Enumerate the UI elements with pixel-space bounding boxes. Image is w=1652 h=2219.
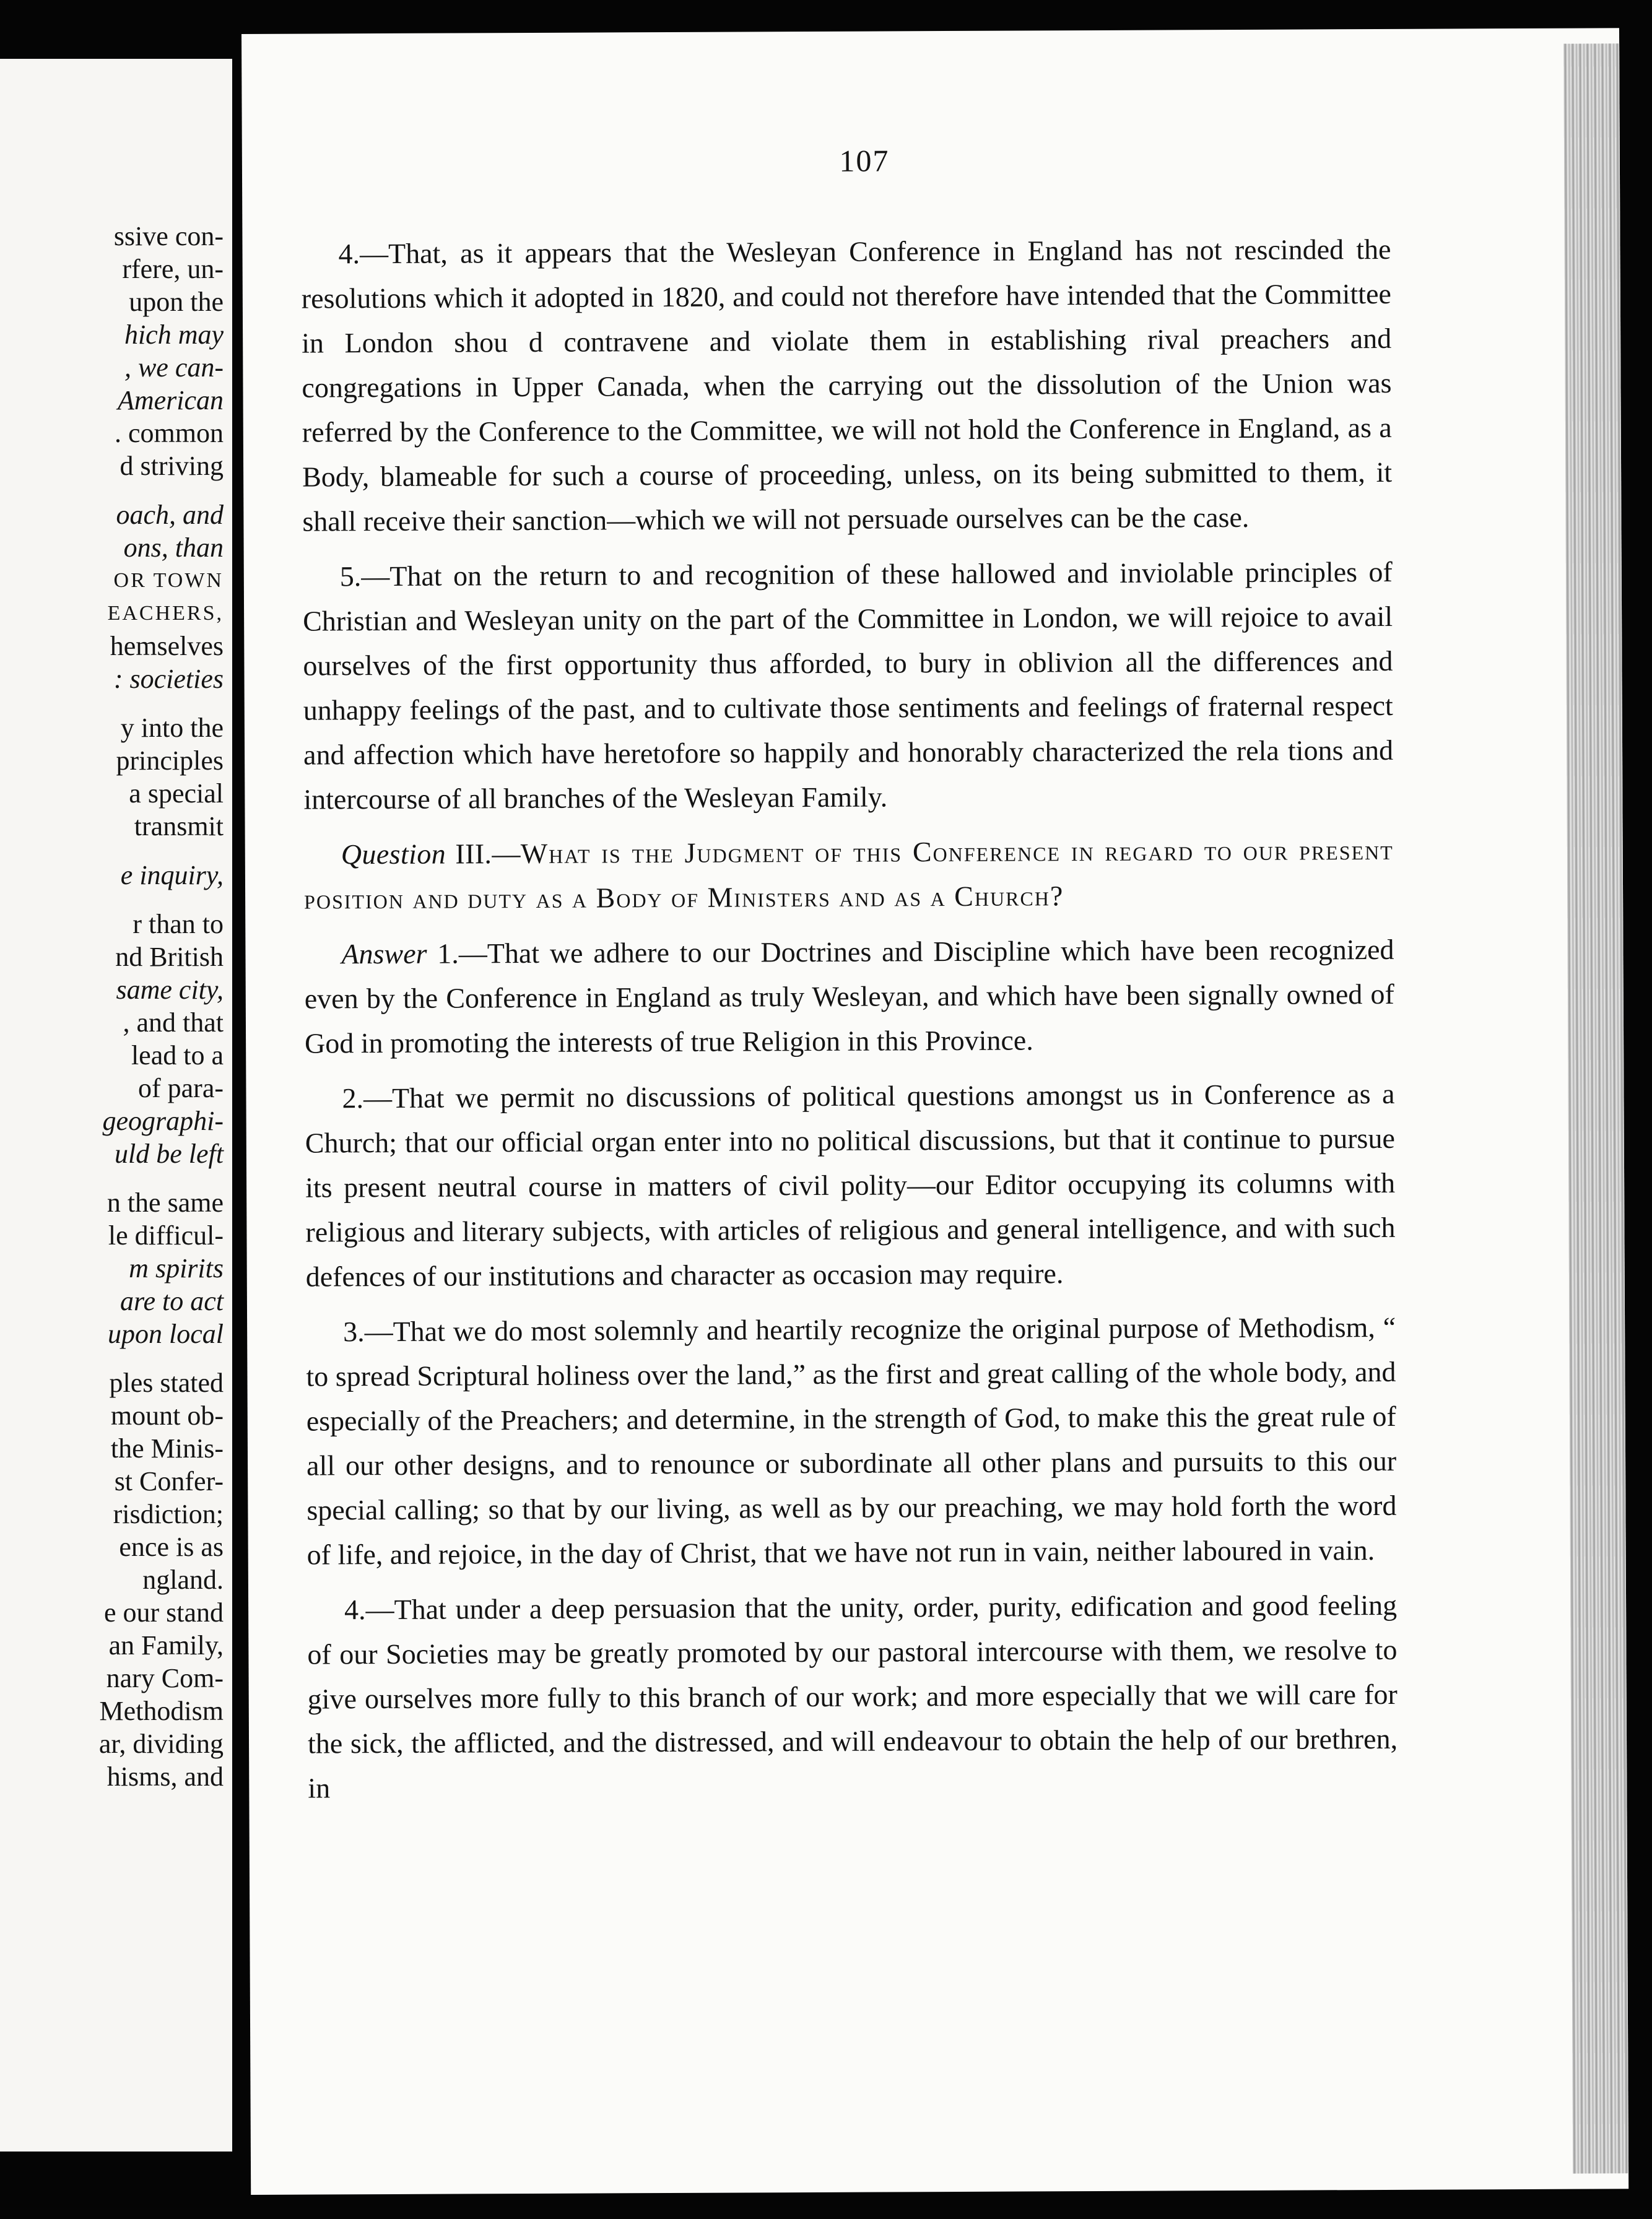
previous-page-line [0,1170,224,1186]
previous-page-line: nary Com- [106,1663,224,1693]
previous-page-line: are to act [120,1286,224,1316]
previous-page-line: geographi- [102,1106,224,1136]
previous-page-line: ons, than [123,532,224,563]
previous-page-line: n the same [107,1188,224,1218]
previous-page-line: e inquiry, [120,860,224,890]
previous-page-line: risdiction; [113,1499,224,1529]
previous-page-text [0,220,224,1793]
paragraph-resolution-4: 4.—That, as it appears that the Wesleyan Conference in England has not rescinded the resolutions which it adopted in 1820, and could not therefore have intended that the Committee in London shou d contravene and violate them in establishing rival preachers and congregations in Upper Canada, when the carrying out the dissolution of the Union was referred by the Conference to the Committee, we will not hold the Conference in England, as a Body, blameable for such a course of proceeding, unless, on its being submitted to them, it shall receive their sanction—which we will not persuade ourselves can be the case. [301,233,1393,537]
previous-page-line: upon local [108,1319,224,1349]
previous-page-line: hemselves [110,631,224,661]
previous-page-line: upon the [129,287,224,317]
current-page [241,28,1628,2195]
previous-page-line [0,892,224,908]
previous-page-line [0,1350,224,1366]
previous-page-line: rfere, un- [122,254,224,284]
previous-page-line: oach, and [116,500,224,530]
previous-page-line: lead to a [131,1040,224,1070]
answer-one [304,927,1394,1066]
previous-page-line: ssive con- [113,221,224,251]
previous-page-line: the Minis- [110,1433,224,1464]
previous-page-line: EACHERS, [107,602,224,625]
previous-page [0,59,232,2152]
previous-page-line: ar, dividing [98,1729,224,1759]
previous-page-line: Methodism [99,1696,224,1726]
paragraph-resolution-5: 5.—That on the return to and recognition of these hallowed and inviolable principles of Christian and Wesleyan unity on the part of the Committee in London, we will rejoice to avail ourselves of the first opportunity thus afforded, to bury in oblivion all the differences and unhappy feelings of the past, and to cultivate those sentiments and feelings of fraternal respect and affection which have heretofore so happily and honorably characterized the rela tions and intercourse of all branches of the Wesleyan Family. [303,555,1394,815]
previous-page-line: principles [116,745,224,776]
previous-page-line: an Family, [108,1630,224,1661]
answer-label: Answer [341,937,427,970]
previous-page-line: ples stated [109,1368,224,1398]
previous-page-line: le difficul- [108,1220,224,1251]
previous-page-line: same city, [116,975,224,1005]
previous-page-line: d striving [120,451,224,481]
question-text: What is the Judgment of this Conference in regard to our present position and duty as a Body of Ministers and as a Church? [303,833,1394,915]
answer-two: 2.—That we permit no discussions of political questions amongst us in Conference as a Church; that our official organ enter into no political discussions, but that it continue to pursue its present neutral course in matters of civil polity—our Editor occupying its columns with religious and literary subjects, with articles of religious and general intelligence, and with such defences of our institutions and character as occasion may require. [305,1077,1396,1293]
previous-page-line: e our stand [103,1597,224,1628]
previous-page-line: transmit [134,811,224,841]
previous-page-line: hisms, and [107,1761,224,1792]
previous-page-line: , we can- [124,352,224,383]
previous-page-line: nd British [115,942,224,972]
previous-page-line: American [117,385,224,415]
previous-page-line: hich may [124,319,224,350]
question-label: Question [341,838,446,871]
previous-page-line: . common [115,418,224,448]
previous-page-line: y into the [120,713,224,743]
previous-page-line: ence is as [119,1532,224,1562]
previous-page-line: uld be left [115,1139,224,1169]
previous-page-line: : societies [113,664,224,694]
previous-page-line: st Confer- [114,1466,224,1496]
question-number: III.— [455,838,521,870]
previous-page-line: m spirits [129,1253,224,1283]
answer-one-text: 1.—That we adhere to our Doctrines and Discipline which have been recognized even by the Conference in England as truly Wesleyan, and which have been signally owned of God in promoting the interests of true Religion in this Province. [304,933,1394,1059]
previous-page-line: ngland. [142,1565,224,1595]
previous-page-line: OR TOWN [113,569,224,592]
previous-page-line [0,695,224,711]
page-body [301,227,1398,1822]
previous-page-line: mount ob- [110,1400,224,1431]
previous-page-line: a special [129,778,224,809]
page-edge-stack [1563,43,1628,2173]
previous-page-line [0,843,224,859]
previous-page-line: of para- [137,1073,224,1103]
question-three [304,828,1394,922]
previous-page-line: r than to [133,909,224,939]
answer-four: 4.—That under a deep persuasion that the unity, order, purity, edification and good feeling of our Societies may be greatly promoted by our pastoral intercourse with them, we resolve to give ourselves more fully to this branch of our work; and more especially that we will care for the sick, the afflicted, and the distressed, and will endeavour to obtain the help of our brethren, in [307,1589,1398,1804]
page-number: 107 [839,143,890,178]
previous-page-line: , and that [123,1007,224,1038]
previous-page-line [0,482,224,498]
answer-three: 3.—That we do most solemnly and heartily recognize the original purpose of Methodism, “ to spread Scriptural holiness over the land,” as the first and great calling of the whole body, and especially of the Preachers; and determine, in the strength of God, to make this the great rule of all our other designs, and to renounce or subordinate all other plans and pursuits to this our special calling; so that by our living, as well as by our preaching, we may hold forth the word of life, and rejoice, in the day of Christ, that we have not run in vain, neither laboured in vain. [306,1311,1397,1571]
